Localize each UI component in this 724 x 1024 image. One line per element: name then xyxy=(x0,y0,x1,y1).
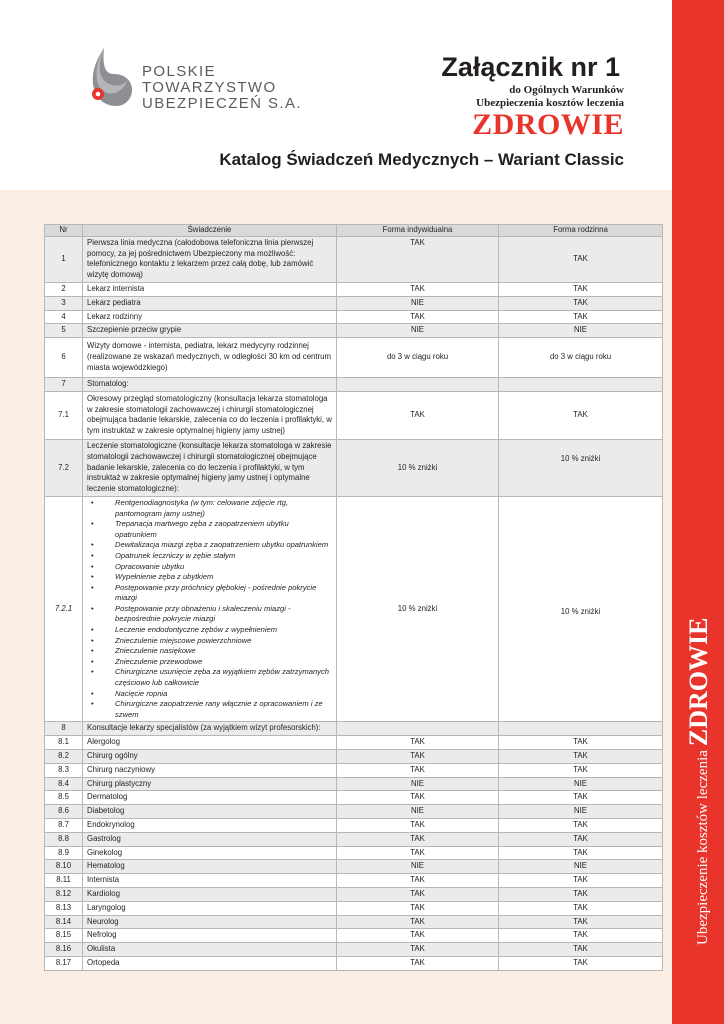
row-nr: 7 xyxy=(45,378,83,392)
table-row xyxy=(45,901,663,915)
row-individual: NIE xyxy=(337,296,499,310)
row-nr: 8.17 xyxy=(45,956,83,970)
table-row xyxy=(45,777,663,791)
row-benefit: Lekarz rodzinny xyxy=(83,310,337,324)
list-item: • Leczenie endodontyczne zębów z wypełnieniem xyxy=(115,625,332,636)
table-row xyxy=(45,338,663,378)
dental-procedures-list xyxy=(83,496,337,721)
row-nr: 4 xyxy=(45,310,83,324)
row-individual: TAK xyxy=(337,736,499,750)
header-individual: Forma indywidualna xyxy=(337,225,499,237)
list-item: • Chirurgiczne zaopatrzenie rany włącznie z opracowaniem i ze szwem xyxy=(115,699,332,720)
annex-subtitle-1: do Ogólnych Warunków xyxy=(509,84,624,96)
row-individual: TAK xyxy=(337,887,499,901)
row-nr: 5 xyxy=(45,324,83,338)
row-benefit: Chirurg ogólny xyxy=(83,750,337,764)
row-benefit: Internista xyxy=(83,874,337,888)
row-individual xyxy=(337,378,499,392)
row-family: TAK xyxy=(499,929,663,943)
row-nr: 8.11 xyxy=(45,874,83,888)
list-item: • Postępowanie przy obnażeniu i skaleczeniu miazgi - bezpośrednie pokrycie miazgi xyxy=(115,604,332,625)
sidebar-subtitle: Ubezpieczenie kosztów leczenia xyxy=(695,750,711,945)
annex-title: Załącznik nr 1 xyxy=(441,52,620,82)
row-benefit: Alergolog xyxy=(83,736,337,750)
table-row xyxy=(45,236,663,282)
row-family xyxy=(499,722,663,736)
row-individual: TAK xyxy=(337,391,499,439)
row-benefit: Wizyty domowe - internista, pediatra, lekarz medycyny rodzinnej (realizowane ze wskazań medycznych, w odległości 30 km od centrum miasta wojewódzkiego) xyxy=(83,338,337,378)
table-row-dental-procedures xyxy=(45,496,663,721)
table-row xyxy=(45,832,663,846)
row-family: TAK xyxy=(499,310,663,324)
row-nr: 8.9 xyxy=(45,846,83,860)
row-family: NIE xyxy=(499,324,663,338)
header-family: Forma rodzinna xyxy=(499,225,663,237)
row-benefit: Chirurg naczyniowy xyxy=(83,763,337,777)
table-row xyxy=(45,282,663,296)
row-individual: 10 % zniżki xyxy=(337,439,499,496)
row-individual: TAK xyxy=(337,282,499,296)
row-nr: 8.3 xyxy=(45,763,83,777)
row-family: TAK xyxy=(499,874,663,888)
row-benefit: Lekarz internista xyxy=(83,282,337,296)
row-benefit: Endokrynolog xyxy=(83,819,337,833)
sidebar-band xyxy=(672,0,724,1024)
row-benefit: Okresowy przegląd stomatologiczny (konsultacja lekarza stomatologa w zakresie stomatologii zachowawczej i chirurgii stomatologicznej obejmująca badanie lekarskie, zalecenia co do leczenia i profilaktyki, w tym instruktaż w zakresie optymalnej higieny jamy ustnej) xyxy=(83,391,337,439)
table-row xyxy=(45,391,663,439)
row-individual: TAK xyxy=(337,915,499,929)
row-individual: NIE xyxy=(337,860,499,874)
row-nr: 2 xyxy=(45,282,83,296)
table-row xyxy=(45,805,663,819)
table-row xyxy=(45,819,663,833)
row-individual: do 3 w ciągu roku xyxy=(337,338,499,378)
row-individual: TAK xyxy=(337,846,499,860)
row-nr: 7.1 xyxy=(45,391,83,439)
row-nr: 6 xyxy=(45,338,83,378)
row-nr: 8.5 xyxy=(45,791,83,805)
row-family: NIE xyxy=(499,860,663,874)
list-item: • Wypełnienie zęba z ubytkiem xyxy=(115,572,332,583)
table-row xyxy=(45,956,663,970)
company-logo-icon xyxy=(84,48,134,110)
list-item: • Trepanacja martwego zęba z zaopatrzeniem ubytku opatrunkiem xyxy=(115,519,332,540)
row-individual: TAK xyxy=(337,943,499,957)
row-individual: TAK xyxy=(337,832,499,846)
row-benefit: Szczepienie przeciw grypie xyxy=(83,324,337,338)
row-individual: NIE xyxy=(337,805,499,819)
row-family: TAK xyxy=(499,763,663,777)
company-name xyxy=(142,64,302,112)
row-family: TAK xyxy=(499,750,663,764)
row-individual xyxy=(337,722,499,736)
row-benefit: Ginekolog xyxy=(83,846,337,860)
row-nr: 1 xyxy=(45,236,83,282)
row-family: TAK xyxy=(499,846,663,860)
row-benefit: Dermatolog xyxy=(83,791,337,805)
company-name-line2: TOWARZYSTWO xyxy=(142,79,277,96)
table-row xyxy=(45,439,663,496)
row-nr: 8 xyxy=(45,722,83,736)
table-row xyxy=(45,763,663,777)
table-row xyxy=(45,296,663,310)
row-individual: TAK xyxy=(337,901,499,915)
row-family: TAK xyxy=(499,736,663,750)
list-item: • Opatrunek leczniczy w zębie stałym xyxy=(115,551,332,562)
row-individual: TAK xyxy=(337,819,499,833)
row-nr: 8.14 xyxy=(45,915,83,929)
row-family: TAK xyxy=(499,915,663,929)
table-row xyxy=(45,722,663,736)
row-individual: TAK xyxy=(337,956,499,970)
row-benefit: Ortopeda xyxy=(83,956,337,970)
row-family: NIE xyxy=(499,805,663,819)
row-family: 10 % zniżki xyxy=(499,496,663,721)
row-benefit: Leczenie stomatologiczne (konsultacje lekarza stomatologa w zakresie stomatologii zachowawczej i chirurgii stomatologicznej obejmujące badanie lekarskie, zalecenia co do leczenia i profilaktyki, w tym instruktaż w zakresie optymalnej higieny jamy ustnej i optymalne leczenie stomatologiczne): xyxy=(83,439,337,496)
row-nr: 8.15 xyxy=(45,929,83,943)
row-nr: 8.1 xyxy=(45,736,83,750)
row-benefit: Pierwsza linia medyczna (całodobowa telefoniczna linia pierwszej pomocy, za jej pośrednictwem Ubezpieczony ma możliwość: telefonicznego kontaktu z lekarzem przez całą dobę, lub zamówić wizytę domową) xyxy=(83,236,337,282)
row-family: TAK xyxy=(499,956,663,970)
annex-subtitle-2: Ubezpieczenia kosztów leczenia xyxy=(476,97,624,109)
row-individual: TAK xyxy=(337,763,499,777)
row-benefit: Kardiolog xyxy=(83,887,337,901)
row-individual: TAK xyxy=(337,310,499,324)
sidebar-product: ZDROWIE xyxy=(684,617,713,747)
list-item: • Znieczulenie nasiękowe xyxy=(115,646,332,657)
row-benefit: Laryngolog xyxy=(83,901,337,915)
row-family: TAK xyxy=(499,901,663,915)
table-row xyxy=(45,874,663,888)
row-nr: 7.2 xyxy=(45,439,83,496)
header-nr: Nr xyxy=(45,225,83,237)
row-nr: 8.10 xyxy=(45,860,83,874)
row-individual: NIE xyxy=(337,777,499,791)
row-family: TAK xyxy=(499,819,663,833)
list-item: • Rentgenodiagnostyka (w tym: celowane zdjęcie rtg, pantomogram jamy ustnej) xyxy=(115,498,332,519)
table-row xyxy=(45,929,663,943)
row-benefit: Lekarz pediatra xyxy=(83,296,337,310)
row-benefit: Diabetolog xyxy=(83,805,337,819)
row-family: TAK xyxy=(499,236,663,282)
row-benefit: Konsultacje lekarzy specjalistów (za wyjątkiem wizyt profesorskich): xyxy=(83,722,337,736)
table-header-row xyxy=(45,225,663,237)
row-nr: 7.2.1 xyxy=(45,496,83,721)
row-nr: 8.16 xyxy=(45,943,83,957)
row-benefit: Gastrolog xyxy=(83,832,337,846)
row-family: TAK xyxy=(499,391,663,439)
list-item: • Opracowanie ubytku xyxy=(115,562,332,573)
list-item: • Postępowanie przy próchnicy głębokiej - pośrednie pokrycie miazgi xyxy=(115,583,332,604)
table-row xyxy=(45,846,663,860)
table-row xyxy=(45,791,663,805)
row-nr: 8.12 xyxy=(45,887,83,901)
header-benefit: Świadczenie xyxy=(83,225,337,237)
row-family: TAK xyxy=(499,791,663,805)
list-item: • Znieczulenie miejscowe powierzchniowe xyxy=(115,636,332,647)
row-individual: TAK xyxy=(337,929,499,943)
row-individual: TAK xyxy=(337,750,499,764)
table-row xyxy=(45,310,663,324)
row-nr: 8.4 xyxy=(45,777,83,791)
table-row xyxy=(45,943,663,957)
row-nr: 8.6 xyxy=(45,805,83,819)
row-nr: 8.7 xyxy=(45,819,83,833)
table-row xyxy=(45,378,663,392)
product-title: ZDROWIE xyxy=(472,108,624,141)
row-individual: NIE xyxy=(337,324,499,338)
row-family: TAK xyxy=(499,943,663,957)
table-row xyxy=(45,915,663,929)
company-name-line3: UBEZPIECZEŃ S.A. xyxy=(142,95,302,112)
row-benefit: Chirurg plastyczny xyxy=(83,777,337,791)
table-row xyxy=(45,736,663,750)
row-benefit: Okulista xyxy=(83,943,337,957)
catalog-title: Katalog Świadczeń Medycznych – Wariant Classic xyxy=(219,150,624,169)
list-item: • Znieczulenie przewodowe xyxy=(115,657,332,668)
row-family: TAK xyxy=(499,887,663,901)
row-nr: 3 xyxy=(45,296,83,310)
row-family: TAK xyxy=(499,296,663,310)
benefits-table xyxy=(44,224,663,971)
sidebar-title xyxy=(684,618,714,945)
row-family: 10 % zniżki xyxy=(499,439,663,496)
row-family: TAK xyxy=(499,282,663,296)
company-name-line1: POLSKIE xyxy=(142,63,216,80)
row-nr: 8.2 xyxy=(45,750,83,764)
row-family xyxy=(499,378,663,392)
row-family: NIE xyxy=(499,777,663,791)
list-item: • Chirurgiczne usunięcie zęba za wyjątkiem zębów zatrzymanych częściowo lub całkowicie xyxy=(115,667,332,688)
row-benefit: Neurolog xyxy=(83,915,337,929)
row-benefit: Hematolog xyxy=(83,860,337,874)
row-benefit: Nefrolog xyxy=(83,929,337,943)
row-family: do 3 w ciągu roku xyxy=(499,338,663,378)
row-nr: 8.13 xyxy=(45,901,83,915)
row-benefit: Stomatolog: xyxy=(83,378,337,392)
table-row xyxy=(45,887,663,901)
table-row xyxy=(45,860,663,874)
row-family: TAK xyxy=(499,832,663,846)
table-row xyxy=(45,750,663,764)
row-nr: 8.8 xyxy=(45,832,83,846)
row-individual: TAK xyxy=(337,236,499,282)
table-row xyxy=(45,324,663,338)
row-individual: TAK xyxy=(337,791,499,805)
row-individual: 10 % zniżki xyxy=(337,496,499,721)
list-item: • Dewitalizacja miazgi zęba z zaopatrzeniem ubytku opatrunkiem xyxy=(115,540,332,551)
list-item: • Nacięcie ropnia xyxy=(115,689,332,700)
row-individual: TAK xyxy=(337,874,499,888)
